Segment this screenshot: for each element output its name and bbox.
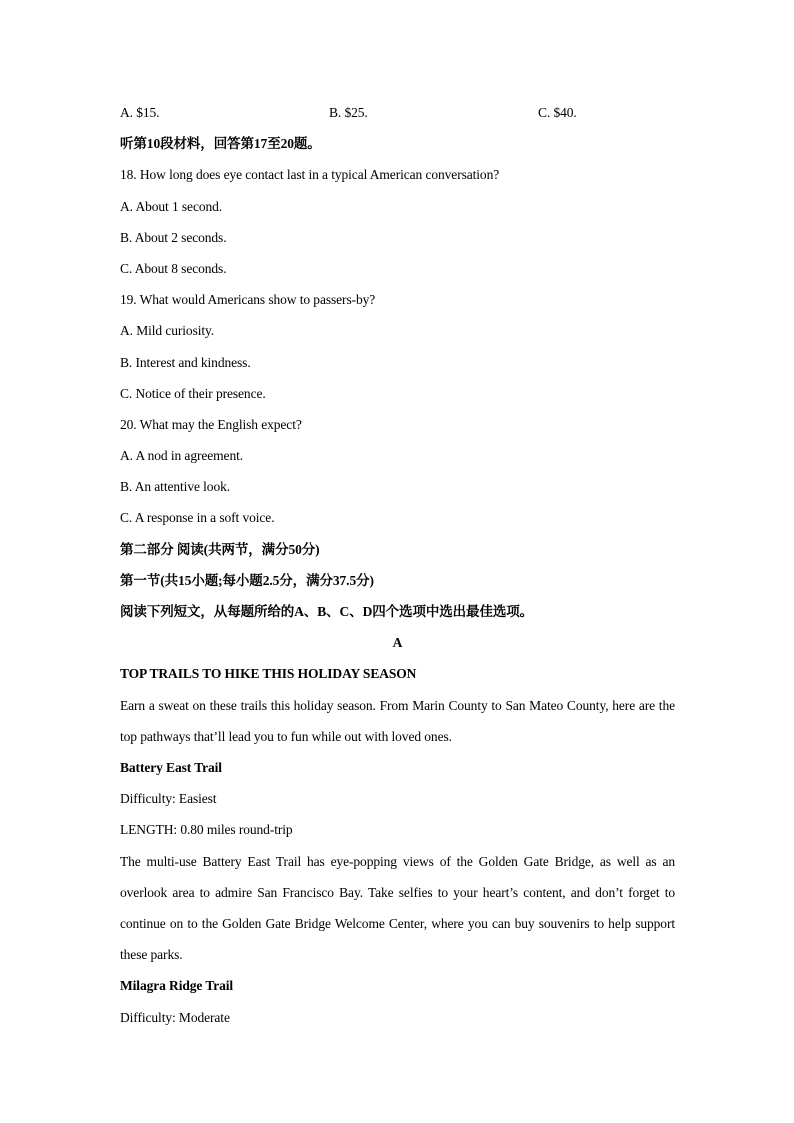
q20-option-a: A. A nod in agreement. (120, 448, 244, 464)
document-page (120, 97, 675, 1033)
q19-option-b: B. Interest and kindness. (120, 354, 251, 370)
part2-heading: 第二部分 阅读(共两节，满分50分) (120, 541, 320, 557)
q20-question: 20. What may the English expect? (120, 416, 302, 432)
listening-instruction: 听第10段材料，回答第17至20题。 (120, 136, 321, 152)
q17-options (120, 97, 675, 128)
q18-option-a: A. About 1 second. (120, 198, 223, 214)
trail2-difficulty: Difficulty: Moderate (120, 1009, 230, 1025)
passage-label: A (392, 635, 403, 651)
q18-option-c: C. About 8 seconds. (120, 260, 227, 276)
article-title: TOP TRAILS TO HIKE THIS HOLIDAY SEASON (120, 666, 417, 682)
q17-option-a: A. $15. (120, 105, 160, 120)
q17-option-b: B. $25. (329, 105, 368, 120)
q19-option-c: C. Notice of their presence. (120, 385, 266, 401)
q17-option-c: C. $40. (538, 105, 577, 120)
trail2-name: Milagra Ridge Trail (120, 978, 234, 994)
q20-option-b: B. An attentive look. (120, 479, 231, 495)
trail1-difficulty: Difficulty: Easiest (120, 791, 217, 807)
trail1-description: The multi-use Battery East Trail has eye-popping views of the Golden Gate Bridge, as well as an overlook area to admire San Francisco Bay. Take selfies to your heart’s content, and don’t forget to continue on to the Golden Gate Bridge Welcome Center, where you can buy souvenirs to help support these parks. (120, 853, 675, 963)
q19-question: 19. What would Americans show to passers-by? (120, 292, 376, 308)
q19-option-a: A. Mild curiosity. (120, 323, 215, 339)
q18-option-b: B. About 2 seconds. (120, 229, 227, 245)
q20-option-c: C. A response in a soft voice. (120, 510, 275, 526)
q18-question: 18. How long does eye contact last in a typical American conversation? (120, 167, 500, 183)
trail1-name: Battery East Trail (120, 759, 222, 775)
article-intro: Earn a sweat on these trails this holiday season. From Marin County to San Mateo County, here are the top pathways that’ll lead you to fun while out with loved ones. (120, 697, 675, 744)
trail1-length: LENGTH: 0.80 miles round-trip (120, 822, 293, 838)
section1-heading: 第一节(共15小题;每小题2.5分，满分37.5分) (120, 572, 374, 588)
reading-instruction: 阅读下列短文，从每题所给的A、B、C、D四个选项中选出最佳选项。 (120, 604, 534, 619)
